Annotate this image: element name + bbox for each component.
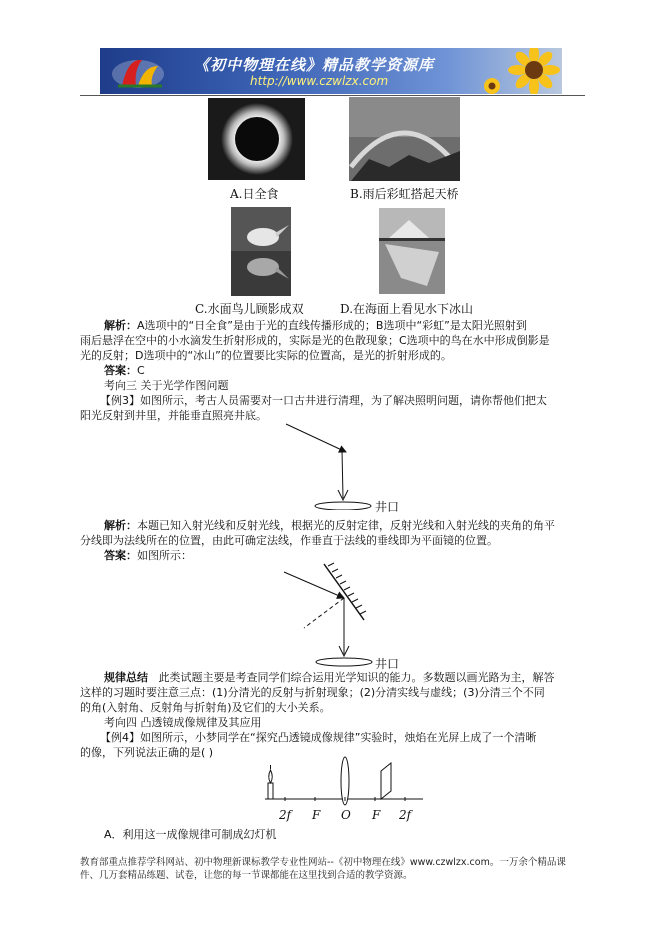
footer-line: 件、几万套精品练题、试卷，让您的每一节课都能在这里找到合适的教学资源。 <box>80 870 413 881</box>
analysis-label: 解析： <box>104 319 137 332</box>
well-diagram <box>280 420 420 510</box>
well-mouth <box>315 502 371 510</box>
photo-iceberg <box>379 208 445 294</box>
rule-summary <box>80 670 585 760</box>
answer-label: 答案： <box>104 549 137 562</box>
analysis-2 <box>80 518 585 563</box>
header-title: 《初中物理在线》精品教学资源库 <box>194 56 435 74</box>
example-4-text: 如图所示，小梦同学在“探究凸透镜成像规律”实验时，烛焰在光屏上成了一个清晰 <box>140 731 537 744</box>
photo-bird-reflection <box>231 207 291 296</box>
rule-summary-label: 规律总结 <box>104 671 148 684</box>
caption-a: A.日全食 <box>230 187 279 201</box>
light-screen <box>381 763 391 799</box>
topic-3-heading: 考向三 关于光学作图问题 <box>104 379 229 392</box>
answer-value: 如图所示： <box>137 549 192 562</box>
candle <box>268 783 273 799</box>
analysis-1-line: 雨后悬浮在空中的小水滴发生折射形成的，实际是光的色散现象；C选项中的鸟在水中形成倒影是 <box>80 334 550 347</box>
rule-summary-line: 此类试题主要是考查同学们综合运用光学知识的能力。多数题以画光路为主，解答 <box>158 671 555 684</box>
axis-label-o: O <box>341 808 351 822</box>
well-label: 井口 <box>375 500 400 514</box>
incident-ray <box>284 572 344 598</box>
axis-label-2f-right: 2f <box>399 808 412 822</box>
example-3-tag: 【例3】 <box>100 394 140 407</box>
rule-summary-line: 这样的习题时要注意三点：(1)分清光的反射与折射现象；(2)分清实线与虚线；(3)分清三个不同 <box>80 686 545 699</box>
header-url[interactable]: http://www.czwlzx.com <box>250 74 389 88</box>
well-mouth <box>316 658 372 666</box>
well-label-2: 井口 <box>375 657 400 671</box>
analysis-2-line: 分线即为法线所在的位置，由此可确定法线，作垂直于法线的垂线即为平面镜的位置。 <box>80 534 498 547</box>
logo-icon <box>108 52 168 92</box>
topic-4-heading: 考向四 凸透镜成像规律及其应用 <box>104 716 262 729</box>
analysis-label: 解析： <box>104 519 137 532</box>
axis-label-f-right: F <box>372 808 381 822</box>
example-4-text: 的像，下列说法正确的是( ) <box>80 746 214 759</box>
sunflower-icon <box>478 48 562 94</box>
rule-summary-line: 的角(入射角、反射角与折射角)及它们的大小关系。 <box>80 701 331 714</box>
analysis-1 <box>80 318 585 423</box>
photo-solar-eclipse <box>208 98 305 180</box>
axis-label-2f-left: 2f <box>279 808 292 822</box>
analysis-2-line: 本题已知入射光线和反射光线，根据光的反射定律，反射光线和入射光线的夹角的角平 <box>137 519 555 532</box>
analysis-1-line: 光的反射；D选项中的“冰山”的位置要比实际的位置高，是光的折射形成的。 <box>80 349 452 362</box>
flame-icon <box>269 770 273 783</box>
normal-line <box>304 598 344 628</box>
header-rule <box>80 95 585 96</box>
caption-c: C.水面鸟儿顾影成双 <box>195 302 304 316</box>
footer <box>80 856 585 882</box>
option-a: A．利用这一成像规律可制成幻灯机 <box>104 828 277 841</box>
mirror-diagram <box>280 560 420 670</box>
answer-label: 答案： <box>104 364 137 377</box>
example-4-tag: 【例4】 <box>100 731 140 744</box>
caption-b: B.雨后彩虹搭起天桥 <box>350 187 459 201</box>
header-banner <box>100 48 562 94</box>
photo-rainbow <box>349 97 460 181</box>
caption-d: D.在海面上看见水下冰山 <box>340 302 474 316</box>
example-3-text: 阳光反射到井里，并能垂直照亮井底。 <box>80 409 267 422</box>
axis-label-f-left: F <box>312 808 321 822</box>
footer-line: 教育部重点推荐学科网站、初中物理新课标教学专业性网站--《初中物理在线》www.czwlzx.com。一万余个精品课 <box>80 857 566 868</box>
incident-ray <box>286 424 346 452</box>
analysis-1-line: A选项中的“日全食”是由于光的直线传播形成的；B选项中“彩虹”是太阳光照射到 <box>137 319 527 332</box>
reflected-ray <box>342 450 343 498</box>
answer-value: C <box>137 364 145 377</box>
example-3-text: 如图所示，考古人员需要对一口古井进行清理，为了解决照明问题，请你帮他们把太 <box>140 394 547 407</box>
